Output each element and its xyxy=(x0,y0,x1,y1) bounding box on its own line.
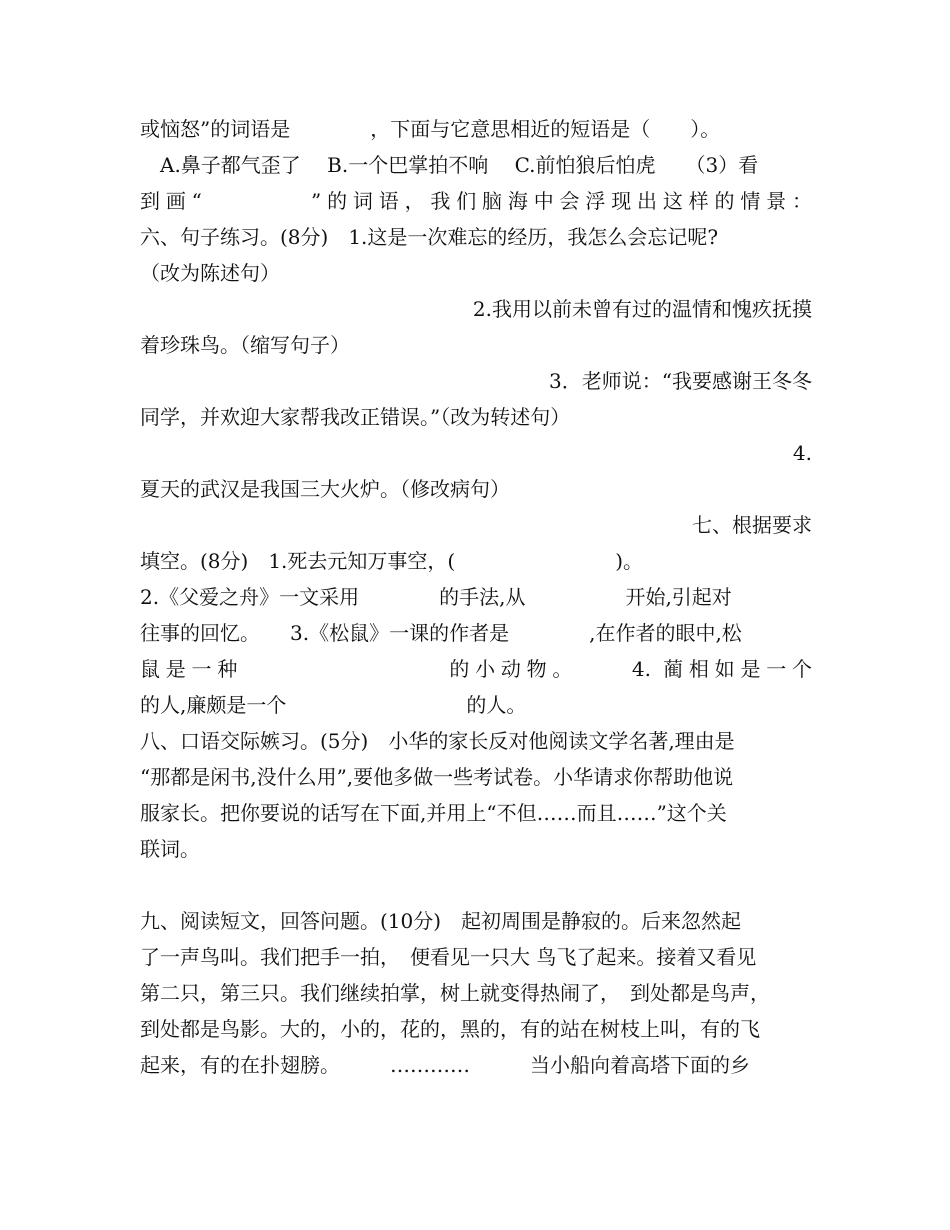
text-line: 3．老师说：“我要感谢王冬冬 xyxy=(549,369,812,393)
text-line: 了一声鸟叫。我们把手一拍， 便看见一只大 鸟飞了起来。接着又看见 xyxy=(140,945,757,969)
text-line: 服家长。把你要说的话写在下面,并用上“不但……而且……”这个关 xyxy=(140,801,727,825)
text-line: 鼠是一种 的小动物。 4. 蔺相如是一个 xyxy=(140,657,812,681)
text-line: 4. xyxy=(792,441,812,465)
text-line: 联词。 xyxy=(140,837,200,861)
text-line: A.鼻子都气歪了 B.一个巴掌拍不响 C.前怕狼后怕虎 （3）看 xyxy=(140,153,759,177)
text-line: 2.我用以前未曾有过的温情和愧疚抚摸 xyxy=(472,297,812,321)
text-line: 2.《父爱之舟》一文采用 的手法,从 开始,引起对 xyxy=(140,585,732,609)
text-line: 的人,廉颇是一个 的人。 xyxy=(140,693,527,717)
text-line: （改为陈述句） xyxy=(140,261,280,285)
text-line: 八、口语交际嫉习。(5分) 小华的家长反对他阅读文学名著,理由是 xyxy=(140,729,735,753)
text-line: 到处都是鸟影。大的，小的，花的，黑的，有的站在树枝上叫，有的飞 xyxy=(140,1017,760,1041)
text-line: 起来，有的在扑翅膀。 ………… 当小船向着高塔下面的乡 xyxy=(140,1053,750,1077)
text-line: 夏天的武汉是我国三大火炉。（修改病句） xyxy=(140,477,510,501)
text-line: 或恼怒”的词语是 ，下面与它意思相近的短语是（ ）。 xyxy=(140,117,721,141)
text-line: 到画“ ”的词语，我们脑海中会浮现出这样的情景： xyxy=(140,189,812,213)
section-heading: 七、根据要求 xyxy=(692,513,812,537)
text-line: 六、句子练习。(8分) 1.这是一次难忘的经历，我怎么会忘记呢? xyxy=(140,225,719,249)
text-line: 填空。(8分) 1.死去元知万事空，( )。 xyxy=(140,549,644,573)
text-line: 同学，并欢迎大家帮我改正错误。”（改为转述句） xyxy=(140,405,571,429)
text-line: “那都是闲书,没什么用”,要他多做一些考试卷。小华请求你帮助他说 xyxy=(140,765,734,789)
text-line: 往事的回忆。 3.《松鼠》一课的作者是 ,在作者的眼中,松 xyxy=(140,621,742,645)
text-line: 第二只，第三只。我们继续拍掌，树上就变得热闹了， 到处都是鸟声， xyxy=(140,981,770,1005)
text-line: 着珍珠鸟。（缩写句子） xyxy=(140,333,350,357)
text-line: 九、阅读短文，回答问题。(10分) 起初周围是静寂的。后来忽然起 xyxy=(140,909,742,933)
